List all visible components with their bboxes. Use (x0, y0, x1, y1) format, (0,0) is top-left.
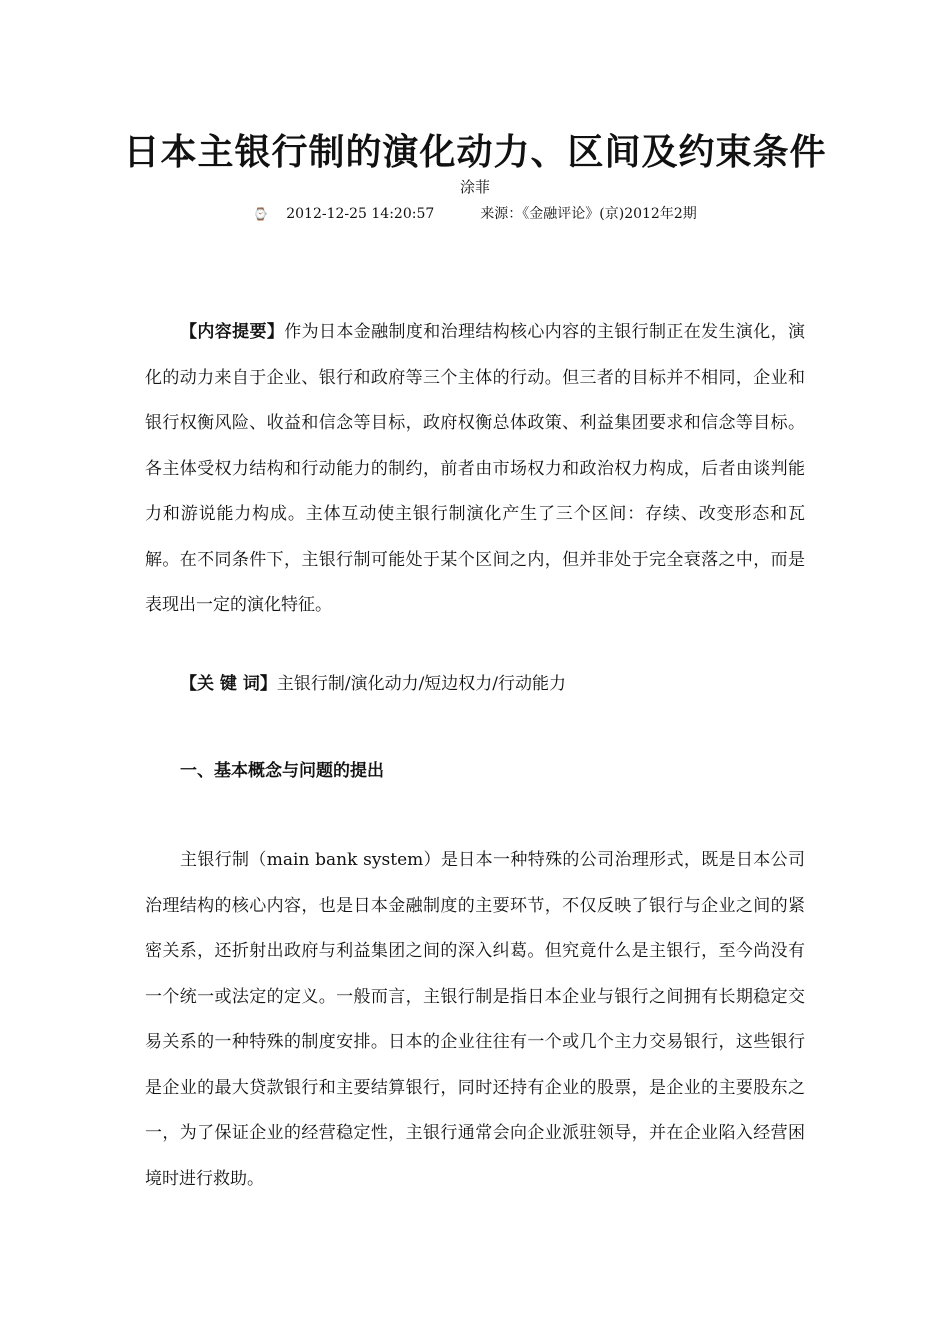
abstract-paragraph (145, 310, 805, 629)
section-heading: 一、基本概念与问题的提出 (180, 761, 384, 781)
keywords-paragraph (145, 662, 805, 708)
abstract-text: 作为日本金融制度和治理结构核心内容的主银行制正在发生演化，演化的动力来自于企业、银行和政府等三个主体的行动。但三者的目标并不相同，企业和银行权衡风险、收益和信念等目标，政府权衡总体政策、利益集团要求和信念等目标。各主体受权力结构和行动能力的制约，前者由市场权力和政治权力构成，后者由谈判能力和游说能力构成。主体互动使主银行制演化产生了三个区间：存续、改变形态和瓦解。在不同条件下，主银行制可能处于某个区间之内，但并非处于完全衰落之中，而是表现出一定的演化特征。 (145, 322, 806, 615)
abstract-label: 【内容提要】 (180, 322, 285, 342)
article-source: 来源：《金融评论》(京)2012年2期 (480, 206, 697, 222)
article-title: 日本主银行制的演化动力、区间及约束条件 (123, 131, 827, 173)
keywords-label: 【关 键 词】 (180, 674, 277, 694)
clock-icon: ⌚ (253, 207, 269, 221)
article-datetime: 2012-12-25 14:20:57 (286, 206, 435, 222)
keywords-text: 主银行制/演化动力/短边权力/行动能力 (276, 674, 567, 694)
body-paragraph: 主银行制（main bank system）是日本一种特殊的公司治理形式，既是日本公司治理结构的核心内容，也是日本金融制度的主要环节，不仅反映了银行与企业之间的紧密关系，还折射出政府与利益集团之间的深入纠葛。但究竟什么是主银行，至今尚没有一个统一或法定的定义。一般而言，主银行制是指日本企业与银行之间拥有长期稳定交易关系的一种特殊的制度安排。日本的企业往往有一个或几个主力交易银行，这些银行是企业的最大贷款银行和主要结算银行，同时还持有企业的股票，是企业的主要股东之一，为了保证企业的经营稳定性，主银行通常会向企业派驻领导，并在企业陷入经营困境时进行救助。 (145, 850, 805, 1189)
article-meta (0, 203, 950, 225)
article-author: 涂菲 (459, 178, 490, 196)
